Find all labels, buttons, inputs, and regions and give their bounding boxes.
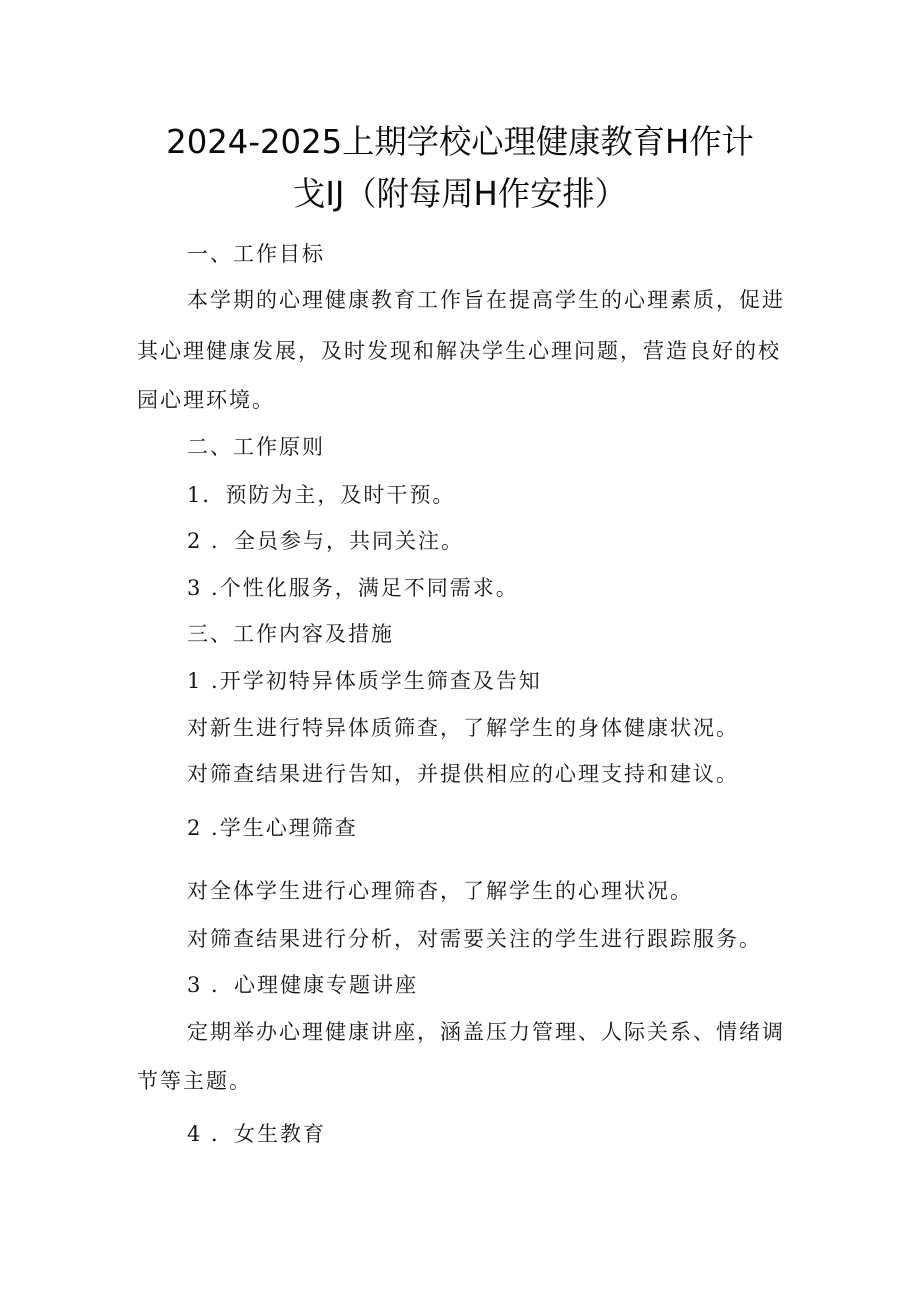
goals-paragraph-line-2: 其心理健康发展，及时发现和解决学生心理问题，营造良好的校 [137,339,781,363]
content-item-1-line-2: 对筛查结果进行告知，并提供相应的心理支持和建议。 [187,762,739,786]
content-item-2-line-2: 对筛查结果进行分析，对需要关注的学生进行跟踪服务。 [187,927,762,951]
content-item-2-heading: 2 .学生心理筛查 [187,816,358,840]
document-title-line-1: 2024-2025上期学校心理健康教育H作计 [166,122,754,161]
principle-item-3: 3 .个性化服务，满足不同需求。 [187,576,519,600]
document-title-line-2: 戈IJ（附每周H作安排） [293,174,627,213]
goals-paragraph-line-3: 园心理环境。 [137,388,275,412]
section-heading-principles: 二、工作原则 [187,435,325,459]
content-item-4-heading: 4 ．女生教育 [187,1122,327,1146]
principle-item-1: 1．预防为主，及时干预。 [187,483,456,507]
principle-item-2: 2 ．全员参与，共同关注。 [187,529,465,553]
content-item-3-line-1: 定期举办心理健康讲座，涵盖压力管理、人际关系、情绪调 [187,1020,785,1044]
content-item-3-line-2: 节等主题。 [137,1069,252,1093]
section-heading-goals: 一、工作目标 [187,242,325,266]
section-heading-content: 三、工作内容及措施 [187,622,394,646]
content-item-3-heading: 3 ．心理健康专题讲座 [187,973,419,997]
content-item-1-line-1: 对新生进行特异体质筛查，了解学生的身体健康状况。 [187,716,739,740]
content-item-1-heading: 1 .开学初特异体质学生筛查及告知 [187,669,542,693]
content-item-2-line-1: 对全体学生进行心理筛杳，了解学生的心理状况。 [187,879,693,903]
goals-paragraph-line-1: 本学期的心理健康教育工作旨在提高学生的心理素质，促进 [187,288,785,312]
